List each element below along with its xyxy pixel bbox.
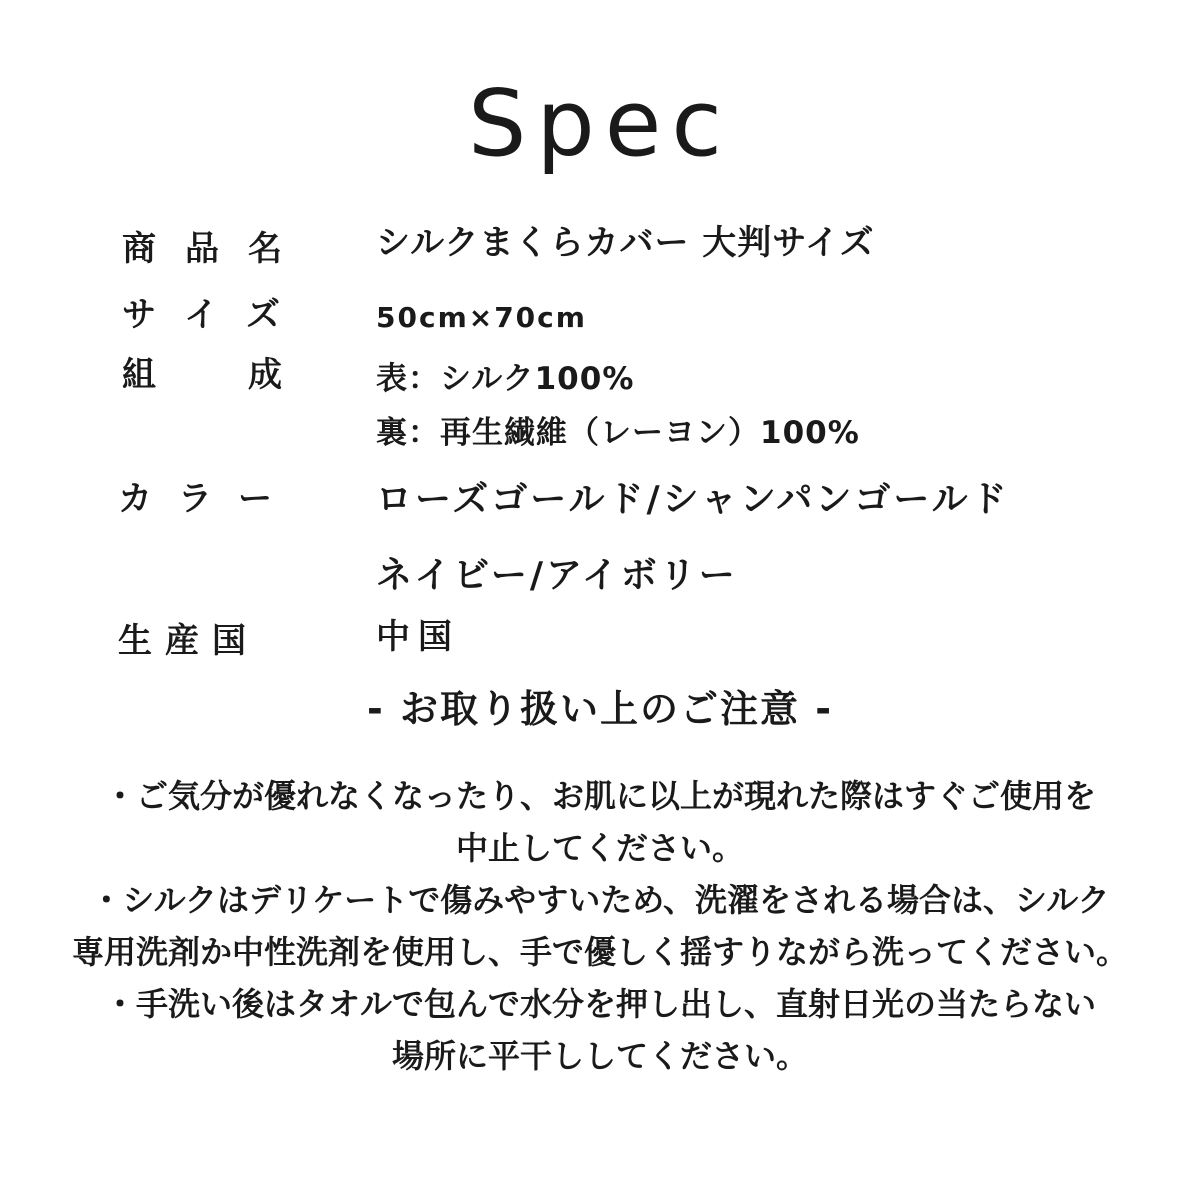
caution-line: 専用洗剤か中性洗剤を使用し、手で優しく揺すりながら洗ってください。 <box>71 933 1128 971</box>
origin-value: 中国 <box>376 617 460 657</box>
page-title: Spec <box>468 70 732 177</box>
caution-heading: - お取り扱い上のご注意 - <box>366 687 833 731</box>
size-label: サ イ ズ <box>122 295 280 335</box>
composition-back: 裏：再生繊維（レーヨン）100% <box>376 415 860 451</box>
product-name-label: 商 品 名 <box>122 229 282 269</box>
caution-line: ・ご気分が優れなくなったり、お肌に以上が現れた際はすぐご使用を <box>103 777 1096 815</box>
composition-front: 表：シルク100% <box>376 361 635 397</box>
caution-line: 中止してください。 <box>455 829 744 867</box>
colors-line-1: ローズゴールド/シャンパンゴールド <box>376 479 1010 520</box>
origin-label: 生 産 国 <box>118 621 246 661</box>
caution-line: ・シルクはデリケートで傷みやすいため、洗濯をされる場合は、シルク <box>90 881 1110 919</box>
caution-line: 場所に平干ししてください。 <box>391 1037 808 1075</box>
colors-line-2: ネイビー/アイボリー <box>376 555 738 596</box>
color-label: カ ラ ー <box>118 479 272 519</box>
size-value: 50cm×70cm <box>376 301 587 334</box>
product-name-value: シルクまくらカバー 大判サイズ <box>376 223 875 263</box>
caution-line: ・手洗い後はタオルで包んで水分を押し出し、直射日光の当たらない <box>103 985 1096 1023</box>
composition-label: 組 成 <box>122 355 282 395</box>
caution-notes <box>40 770 1160 1082</box>
